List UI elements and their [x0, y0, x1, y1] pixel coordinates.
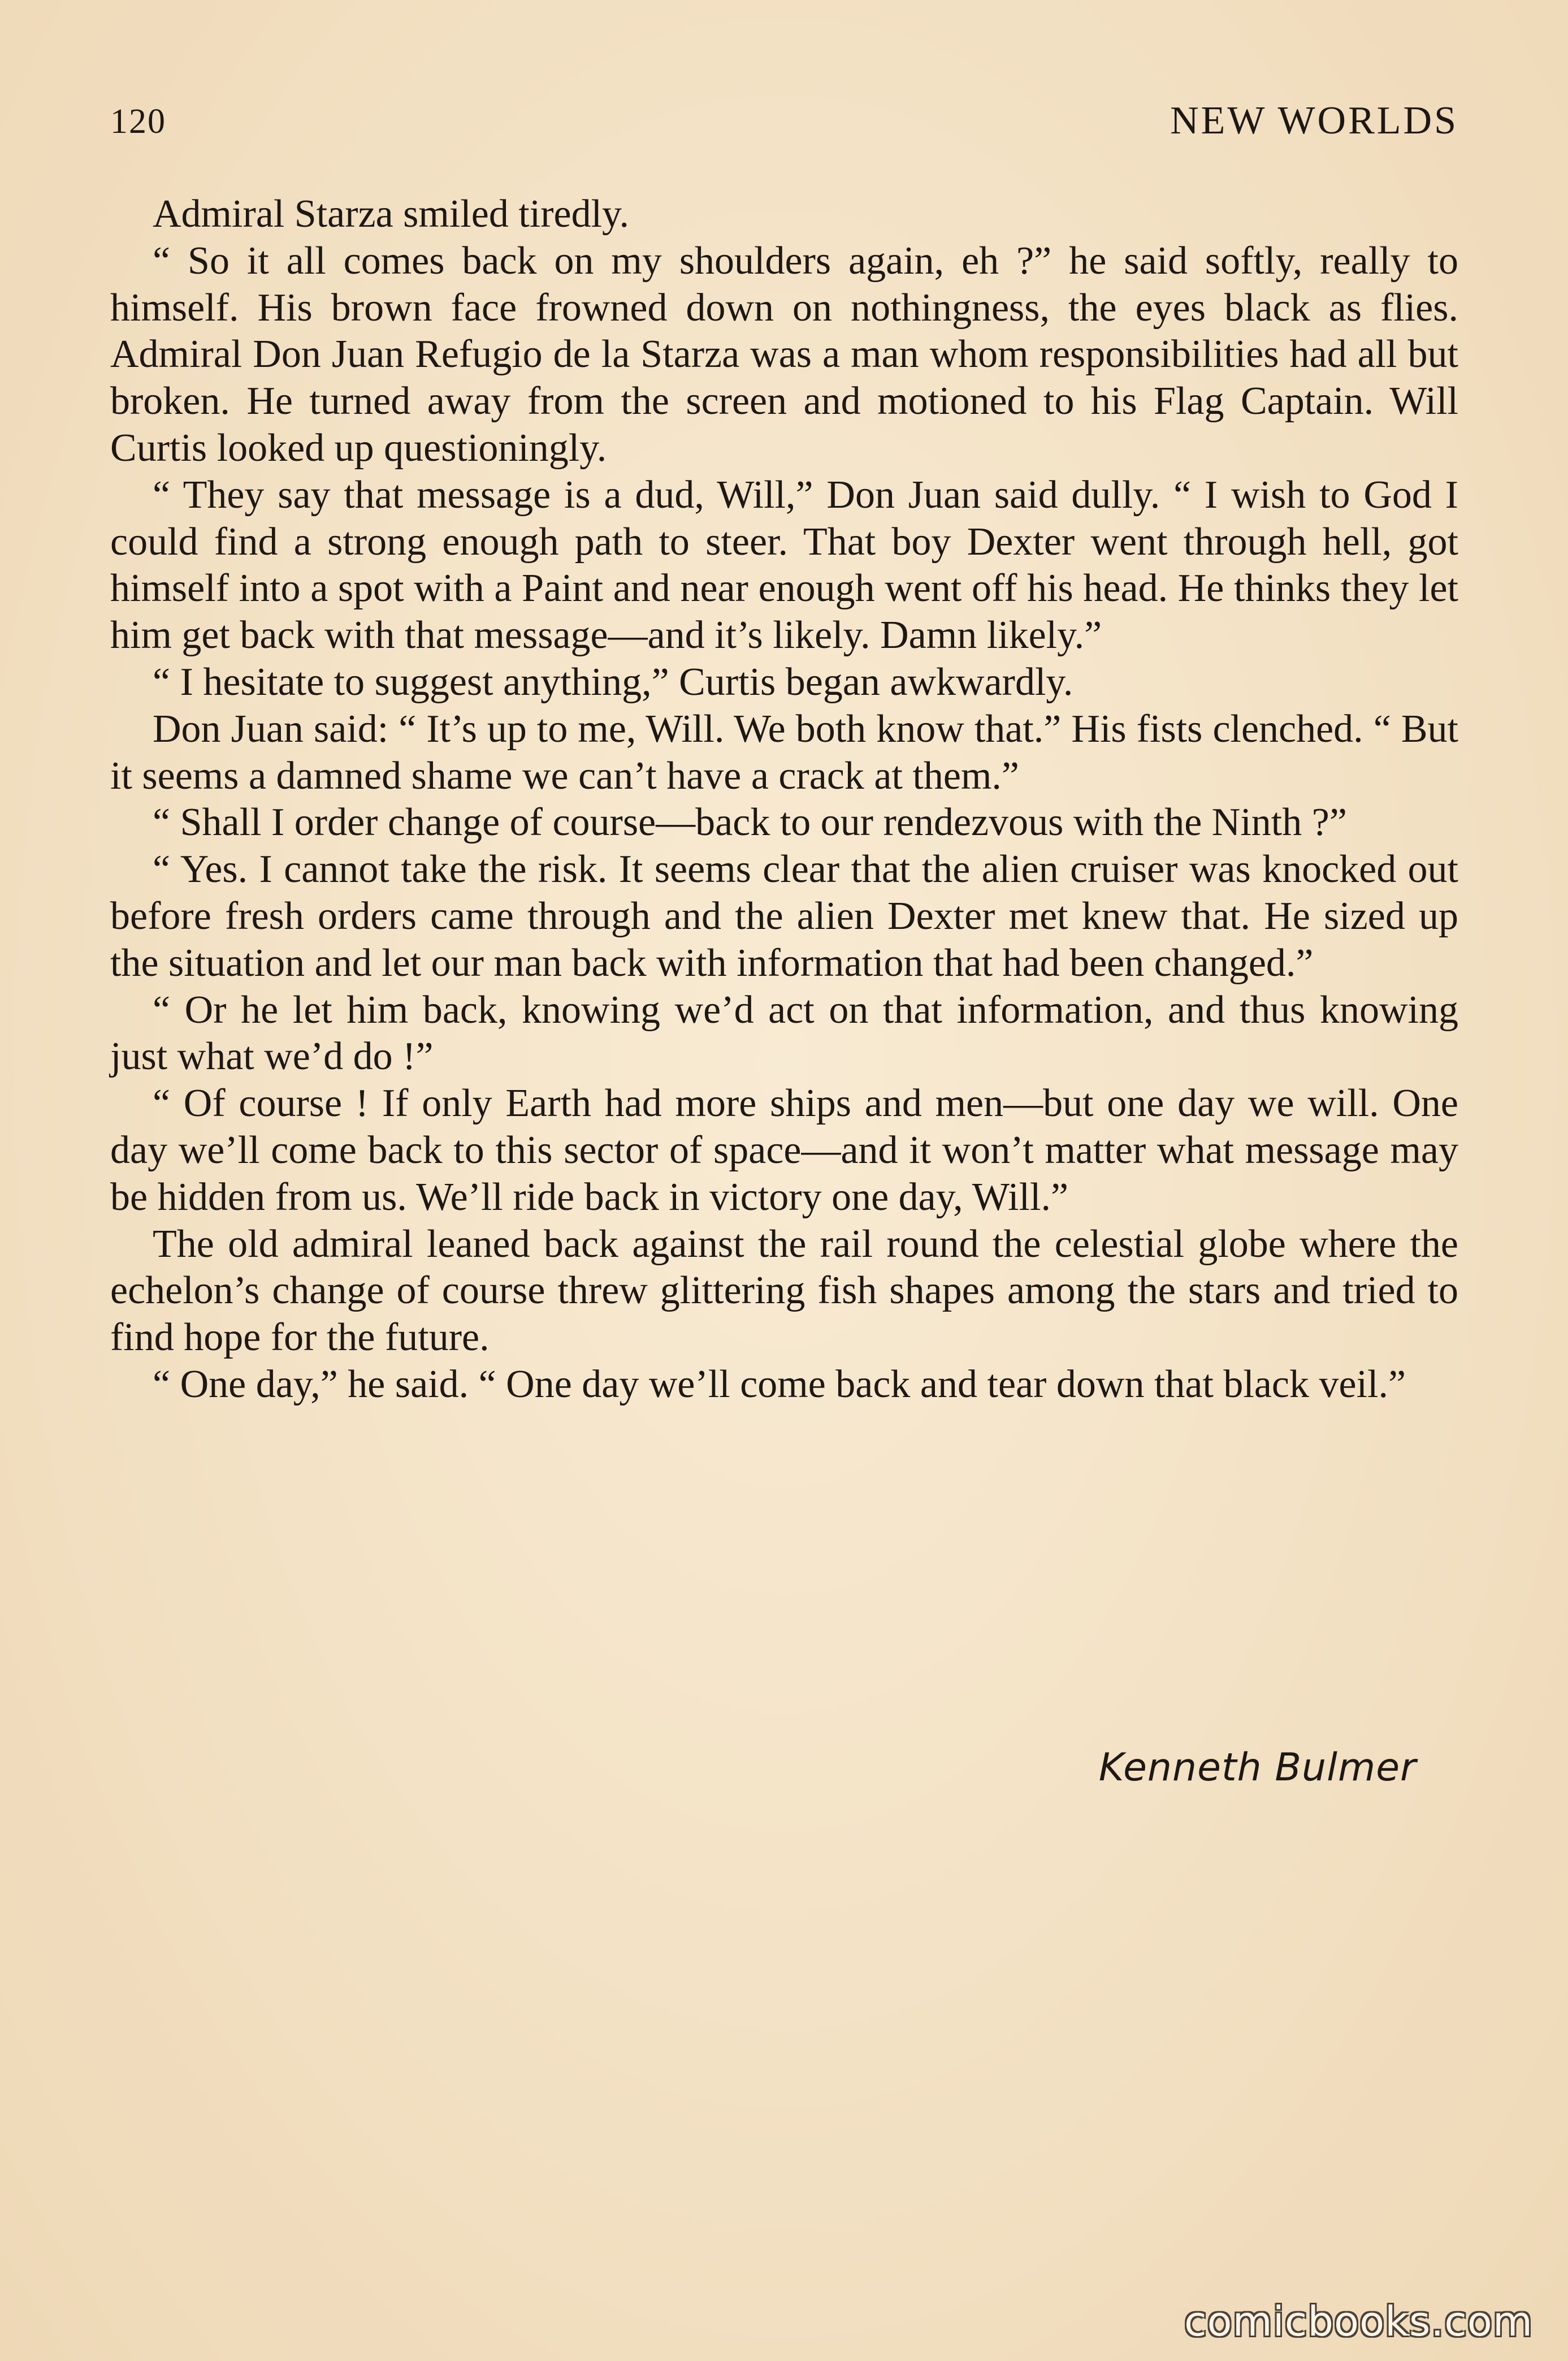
- watermark: comicbooks.com: [1184, 2298, 1533, 2345]
- story-text: [110, 191, 1458, 1408]
- paragraph: Don Juan said: “ It’s up to me, Will. We both know that.” His fists clenched. “ But it seems a damned shame we can’t have a crack at them.”: [110, 707, 1458, 798]
- running-head: NEW WORLDS: [1170, 99, 1458, 142]
- paragraph: “ They say that message is a dud, Will,” Don Juan said dully. “ I wish to God I could find a strong enough path to steer. That boy Dexter went through hell, got himself into a spot with a Paint and near enough went off his head. He thinks they let him get back with that message—and it’s likely. Damn likely.”: [110, 473, 1458, 658]
- paragraph: “ Yes. I cannot take the risk. It seems clear that the alien cruiser was knocked out before fresh orders came through and the alien Dexter met knew that. He sized up the situation and let our man back with information that had been changed.”: [110, 847, 1458, 985]
- paragraph: “ So it all comes back on my shoulders again, eh ?” he said softly, really to himself. His brown face frowned down on nothingness, the eyes black as flies. Admiral Don Juan Refugio de la Starza was a man whom responsibilities had all but broken. He turned away from the screen and motioned to his Flag Captain. Will Curtis looked up questioningly.: [110, 239, 1458, 470]
- paragraph: “ One day,” he said. “ One day we’ll come back and tear down that black veil.”: [153, 1362, 1406, 1406]
- paragraph: Admiral Starza smiled tiredly.: [153, 192, 630, 236]
- paragraph: “ Shall I order change of course—back to our rendezvous with the Ninth ?”: [153, 801, 1347, 845]
- paragraph: “ Or he let him back, knowing we’d act on that information, and thus knowing just what we’d do !”: [110, 988, 1458, 1079]
- page-number: 120: [110, 102, 166, 141]
- author-signature: Kenneth Bulmer: [1098, 1745, 1417, 1790]
- paragraph: “ Of course ! If only Earth had more ships and men—but one day we will. One day we’ll come back to this sector of space—and it won’t matter what message may be hidden from us. We’ll ride back in victory one day, Will.”: [110, 1082, 1458, 1219]
- paragraph: “ I hesitate to suggest anything,” Curtis began awkwardly.: [153, 660, 1073, 704]
- page-header: [110, 99, 1458, 147]
- paragraph: The old admiral leaned back against the rail round the celestial globe where the echelon’s change of course threw glittering fish shapes among the stars and tried to find hope for the future.: [110, 1222, 1458, 1360]
